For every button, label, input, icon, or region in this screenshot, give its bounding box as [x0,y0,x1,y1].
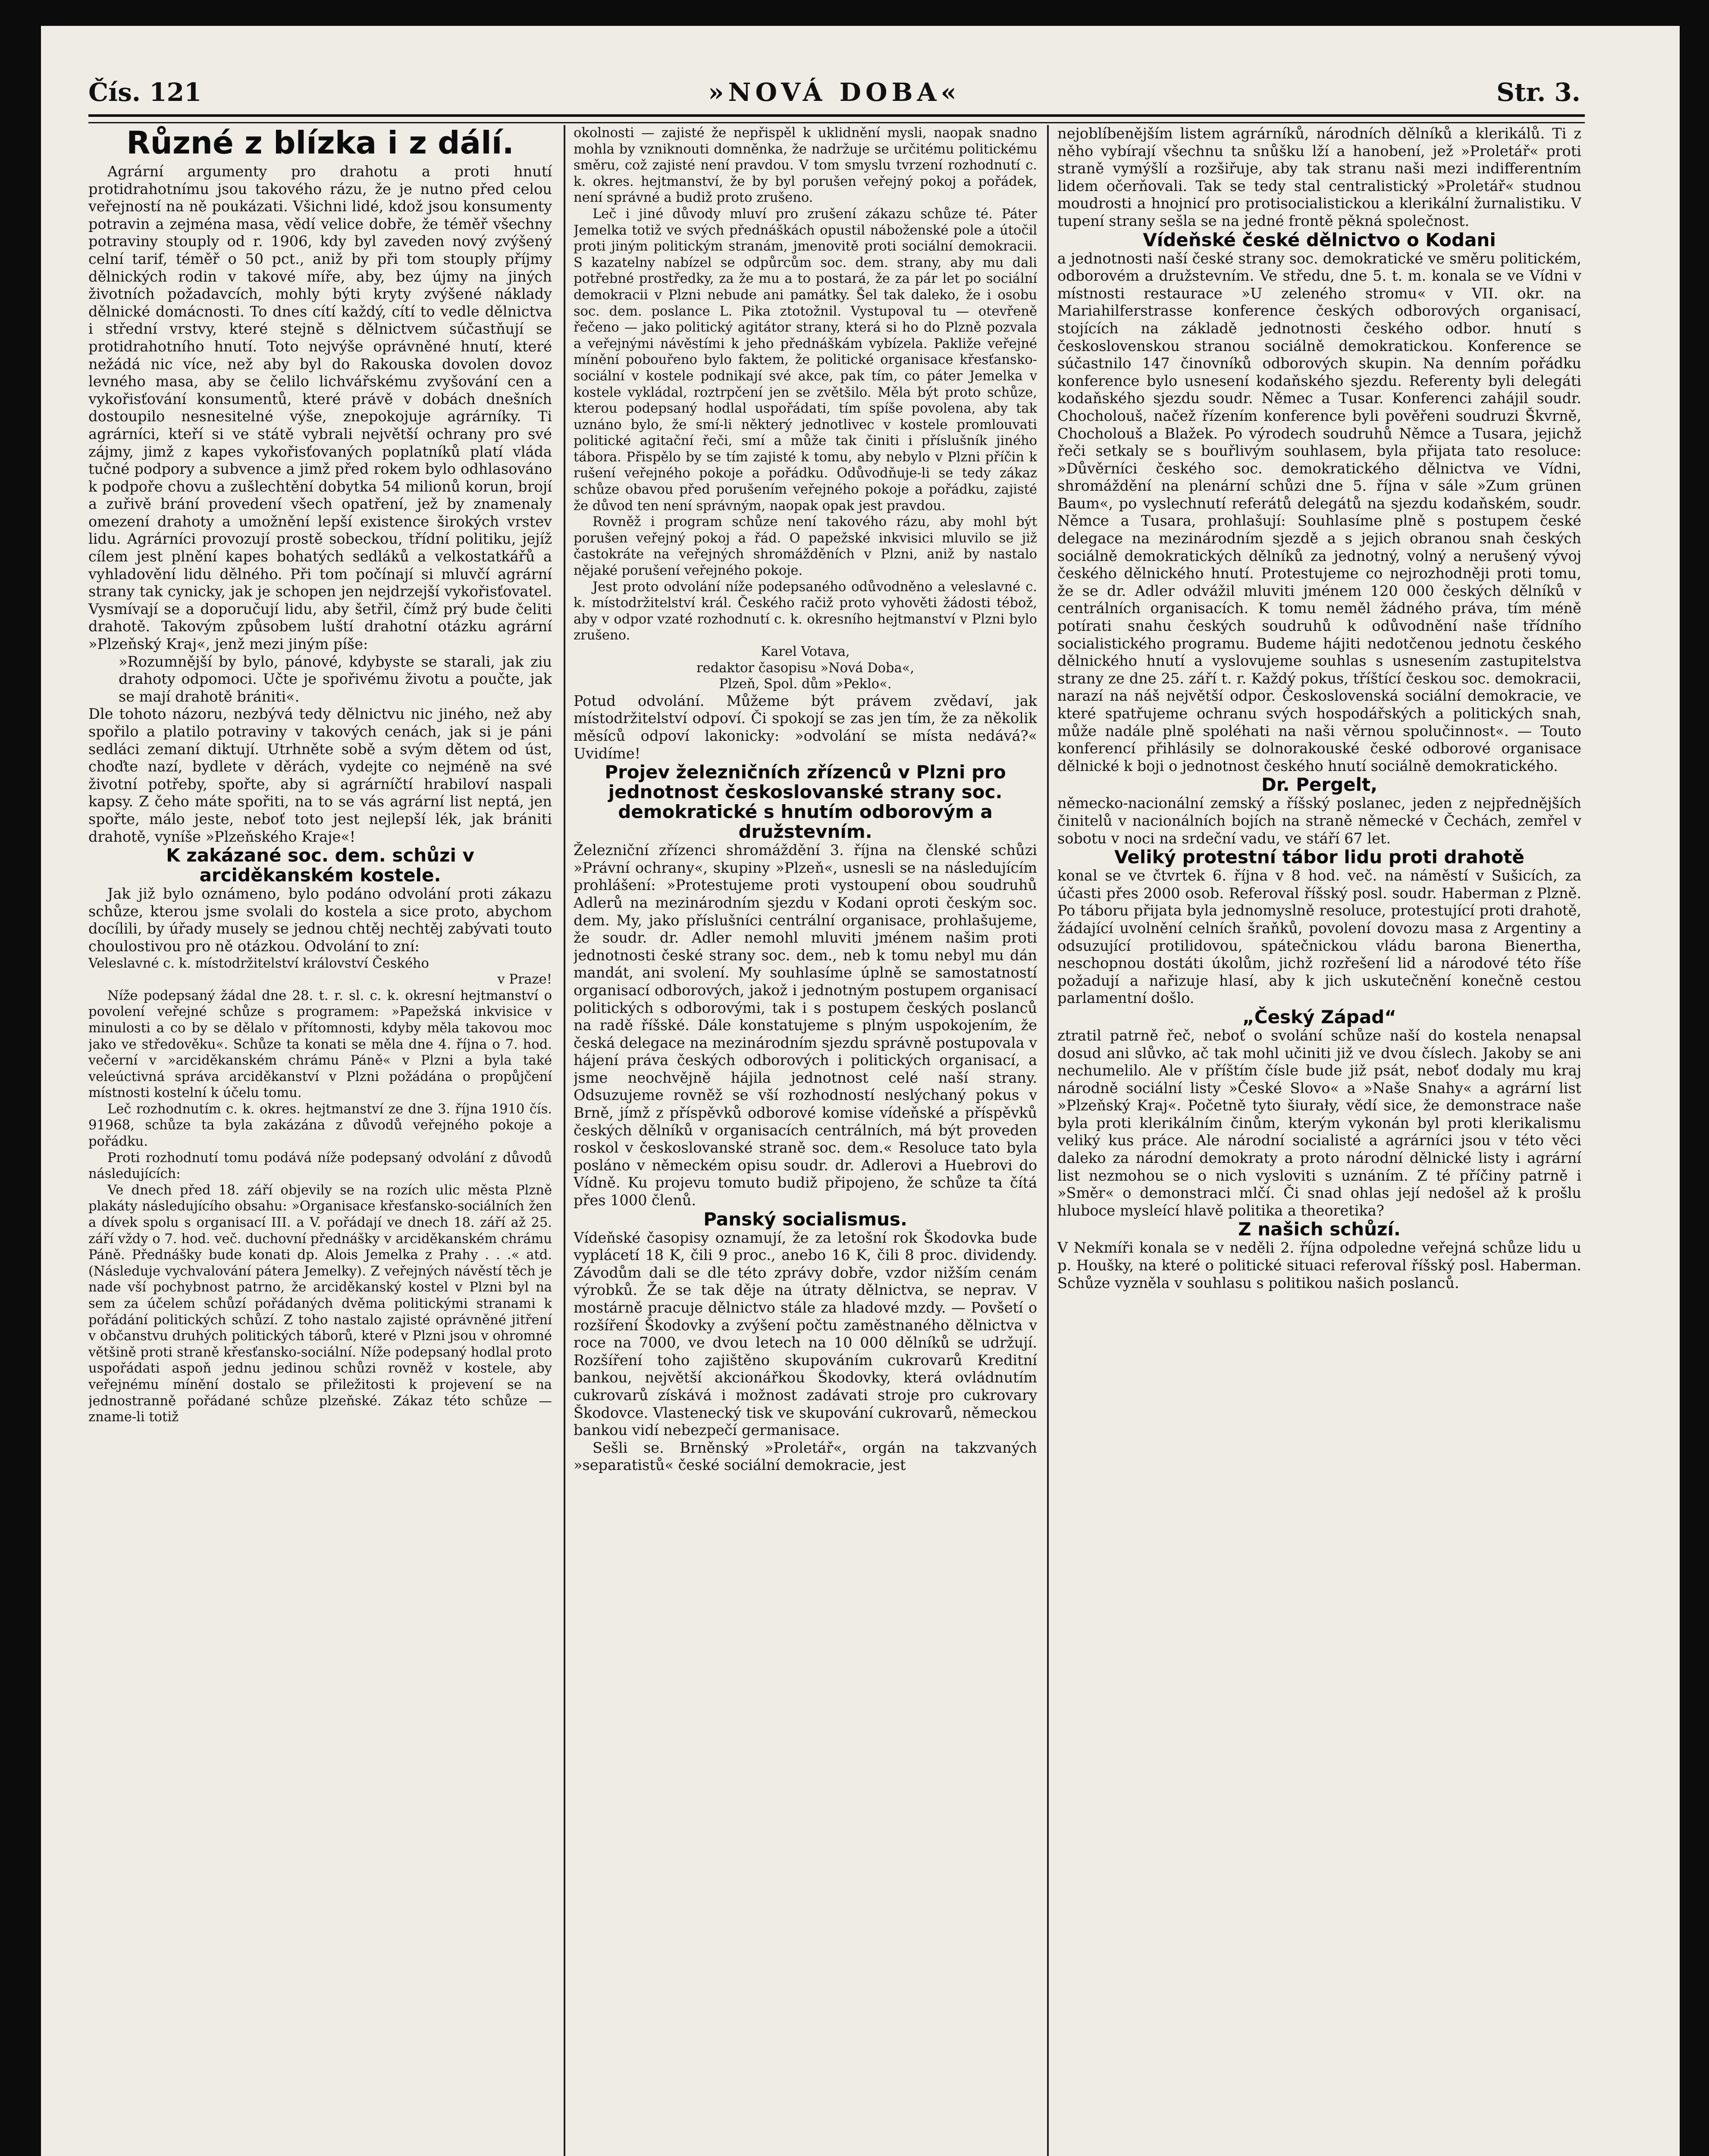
paragraph: Níže podepsaný žádal dne 28. t. r. sl. c. k. okresní hejtmanství o povolení veřejné schůze s programem: »Papežská inkvisice v minulosti a co by se dělalo v přítomnosti, kdyby měla takovou moc jako ve středověku«. Schůze ta konati se měla dne 4. října o 7. hod. večerní v »arciděkanském chrámu Páně« v Plzni a byla také veleúctivná správa arciděkanství v Plzni požádána o propůjčení místnosti kostelní k účelu tomu. [88,988,552,1101]
paragraph: Železniční zřízenci shromáždění 3. října na členské schůzi »Právní ochrany«, skupiny »Plzeň«, usnesli se na následujícím prohlášení: »Protestujeme proti vystoupení obou soudruhů Adlerů na mezinárodním sjezdu v Kodani oproti českým soc. dem. My, jako příslušníci centrální organisace, prohlašujeme, že soudr. dr. Adler nemohl mluviti jménem našim proti jednotnosti české strany soc. dem., neb k tomu nebyl mu dán mandát, ani svolení. My souhlasíme úplně se samostatností organisací odborových, jakož i jednotným postupem organisací politických s odborovými, tak i s postupem českých poslanců na radě říšské. Dále konstatujeme s plným uspokojením, že česká delegace na mezinárodním sjezdu správně postupovala v hájení práva českých odborových i politických organisací, a jsme neochvějně hájila jednotnost celé naší strany. Odsuzujeme rovněž se vší rozhodností neslýchaný pokus v Brně, jímž z příspěvků odborové komise vídeňské a příspěvků českých dělníků v organisacích centrálních, má být proveden roskol v českoslovanské straně soc. dem.« Resoluce tato byla posláno v německém opisu soudr. dr. Adlerovi a Huebrovi do Vídně. Ku projevu tomuto budiž připojeno, že schůze ta čítá přes 1000 členů. [574,842,1037,1209]
column-2 [574,125,1037,2156]
address-line: Veleslavné c. k. místodržitelství království Českého [88,956,429,971]
header-rule [88,114,1585,123]
paragraph: nejoblíbenějším listem agrárníků, národních dělníků a klerikálů. Ti z něho vybírají všechnu ta snůšku lží a hanobení, jež »Proletář« proti straně vymýšlí a rozšiřuje, aby tak stranu naši mezi indifferentním lidem očerňovali. Tak se tedy stal centralistický »Proletář« studnou moudrosti a hnojnicí pro protisocialistickou a klerikální žurnalistiku. V tupení strany sešla se na jedné frontě pěkná společnost. [1057,125,1581,229]
paragraph: německo-nacionální zemský a říšský poslanec, jeden z nejpřednějších činitelů v nacionálních bojích na straně německé v Čechách, zemřel v sobotu v noci na srdeční vadu, ve stáří 67 let. [1057,795,1581,847]
article-headline: Z našich schůzí. [1238,1219,1401,1240]
issue-number: Čís. 121 [88,78,202,107]
column-divider-2 [1047,125,1049,2156]
masthead [88,78,1580,116]
paragraph: Jest proto odvolání níže podepsaného odůvodněno a veleslavné c. k. místodržitelství král. Českého račiž proto vyhověti žádosti tébož, aby v odpor vzaté rozhodnutí c. k. okresního hejtmanství v Plzni bylo zrušeno. [574,579,1037,643]
newspaper-page [41,26,1680,2156]
article-headline: „Český Západ“ [1242,1006,1396,1028]
paragraph: Dle tohoto názoru, nezbývá tedy dělnictvu nic jiného, než aby spořilo a platilo potraviny v takových cenách, jak si je páni sedláci zemaní diktují. Utrhněte sobě a svým dětem od úst, choďte nazí, bydlete v děrách, vydejte co nejméně na své životní potřeby, spořte, aby si agrárníčtí hrabiloví naspali kapsy. Z čeho máte spořiti, na to se vás agrární list neptá, jen spořte, málo jeste, neboť toto jest nejlepší lék, jak brániti drahotě, vyníše »Plzeňského Kraje«! [88,705,552,845]
article-headline: Panský socialismus. [703,1208,907,1230]
paragraph: Rovněž i program schůze není takového rázu, aby mohl být porušen veřejný pokoj a řád. O papežské inkvisici mluvilo se již častokráte na veřejných shromážděních v Plzni, aniž by nastalo nějaké porušení veřejného pokoje. [574,514,1037,579]
article-headline: Dr. Pergelt, [1261,774,1378,796]
signature-address: Plzeň, Spol. dům »Peklo«. [719,677,892,692]
section-title: Různé z blízka i z dálí. [126,125,514,161]
paragraph: V Nekmíři konala se v neděli 2. října odpoledne veřejná schůze lidu u p. Houšky, na které o politické situaci referoval říšský posl. Haberman. Schůze vyzněla v souhlasu s politikou našich poslanců. [1057,1239,1581,1291]
paragraph: Ve dnech před 18. září objevily se na rozích ulic města Plzně plakáty následujícího obsahu: »Organisace křesťansko-sociálních žen a dívek spolu s organisací III. a V. pořádají ve dnech 18. září až 25. září vždy o 7. hod. več. duchovní přednášky v arciděkanském chrámu Páně. Přednášky bude konati dp. Alois Jemelka z Prahy . . .« atd. (Následuje vychvalování pátera Jemelky). Z veřejných návěstí těch je nade vší pochybnost patrno, že arciděkanský kostel v Plzni byl na sem za účelem schůzí pořádaných dvěma politickými stranami k pořádání politických schůzí. Z toho nastalo zajisté oprávněné jitření v občanstvu druhých politických táborů, které v Plzni jsou v ohromné většině proti straně křesťansko-sociální. Níže podepsaný hodlal proto uspořádati aspoň jednu jedinou schůzi rovněž v kostele, aby veřejnému mínění dostalo se přiležitosti k projevení se na jednostranně pořádané schůze plzeňské. Zákaz této schůze — zname-li totiž [88,1182,552,1425]
article-agrarni: Agrární argumenty pro drahotu a proti hnutí protidrahotnímu jsou takového rázu, že je nutno před celou veřejností na ně poukázati. Všichni lidé, kdož jsou konsumenty potravin a zejména masa, vědí velice dobře, že téměř všechny potraviny stouply od r. 1906, kdy byl zaveden nový zvýšený celní tarif, téměř o 50 pct., aniž by při tom stouply příjmy dělnických rodin v takové míře, aby, bez újmy na jiných životních požadavcích, mohly býti kryty zvýšené náklady dělnické domácnosti. To dnes cítí každý, cítí to vedle dělnictva i střední vrstvy, které stejně s dělnictvem súčastňují se protidrahotního hnutí. Toto nejvýše oprávněné hnutí, které nežádá nic více, než aby byl do Rakouska dovolen dovoz levného masa, aby se čelilo lichvářskému zvyšování cen a vykořisťování konsumentů, které právě v dobách dnešních dostoupilo nesnesitelné výše, znepokojuje agrárníky. Ti agrárníci, kteří si ve státě vybrali největší ochrany pro své zájmy, jimž z kapes vykořisťovaných poplatníků platí vláda tučné podpory a subvence a jimž před rokem bylo odhlasováno k podpoře chovu a zušlechtění dobytka 54 milionů korun, brojí a zuřivě brání provedení všech opatření, jež by znamenaly omezení drahoty a umožnění lepší existence širokých vrstev lidu. Agrárníci provozují prostě sobeckou, třídní politiku, jejíž cílem jest plnění kapes bohatých sedláků a velkostatkářů a vyhladovění lidu dělného. Při tom počínají si mluvčí agrární strany tak cynicky, jak je schopen jen nejdrzejší vykořisťovatel. Vysmívají se a doporučují lidu, aby šetřil, čímž prý bude čeliti drahotě. Takovým způsobem luští drahotní otázku agrární »Plzeňský Kraj«, jenž mezi jiným píše: [88,163,552,653]
article-headline: Projev železničních zřízenců v Plzni pro jednotnost českoslovanské strany soc. demokratické s hnutím odborovým a družstevním. [605,761,1006,843]
paragraph: okolnosti — zajisté že nepřispěl k uklidnění mysli, naopak snadno mohla by vzniknouti domněnka, že nadržuje se určitému politickému směru, což zajisté není pravdou. V tom smyslu tvrzení rozhodnutí c. k. okres. hejtmanství, že by byl porušen veřejný pokoj a pořádek, není správné a budiž proto zrušeno. [574,125,1037,206]
column-divider-1 [564,125,565,2156]
paragraph: Potud odvolání. Můžeme být právem zvědaví, jak místodržitelství odpoví. Či spokojí se zas jen tím, že za několik měsíců odpoví lakonicky: »odvolání se místa nedává?« Uvidíme! [574,692,1037,762]
article-headline: K zakázané soc. dem. schůzi v arciděkanském kostele. [166,845,474,886]
paragraph: a jednotnosti naší české strany soc. demokratické ve směru politickém, odborovém a družstevním. Ve středu, dne 5. t. m. konala se ve Vídni v místnosti restaurace »U zeleného stromu« v VII. okr. na Mariahilferstrasse konference českých odborových organisací, stojících na základě jednotnosti českého odbor. hnutí s československou stranou sociálně demokratickou. Konference se súčastnilo 147 činovníků odborových skupin. Na denním pořádku konference bylo usnesení kodaňského sjezdu. Referenty byli delegáti kodaňského sjezdu soudr. Němec a Tusar. Konferenci zahájil soudr. Chocholouš, načež řízením konference byli pověřeni soudruzi Škvrně, Chocholouš a Blažek. Po výrodech soudruhů Němce a Tusara, jejichž řeči setkaly se s bouřlivým souhlasem, byla přijata tato resoluce: »Důvěrníci českého soc. demokratického dělnictva ve Vídni, shromáždění na plenární schůzi dne 5. října v sále »Zum grünen Baum«, po vyslechnutí referátů delegátů na sjezdu kodaňském, soudr. Němce a Tusara, prohlašují: Souhlasíme plně s postupem české delegace na mezinárodním sjezdě a s jejich obranou snah českých sociálně demokratických dělníků za jednotný, volný a nerušený vývoj českého dělnického hnutí. Protestujeme co nejrozhodněji proti tomu, že se dr. Adler odvážil mluviti jménem 120 000 českých dělníků v centrálních organisacích. K tomu neměl žádného práva, tím méně potírati snahu českých soudruhů k odůvodnění naše třídního socialistického programu. Budeme hájiti nedotčenou jednotu českého dělnického hnutí a vyslovujeme souhlas s usnesením zastupitelstva strany ze dne 25. září t. r. Každý pokus, tříštící českou soc. demokracii, narazí na náš největší odpor. Československá sociální demokracie, ve které spatřujeme ochranu svých hospodářských a politických snah, může nadále plně spoléhati na naši věrnou spolučinnost«. — Touto konferencí přihlásily se dolnorakouské české odborové organisace dělnické k boji o jednotnost českého hnutí sociálně demokratického. [1057,250,1581,774]
article-headline: Vídeňské české dělnictvo o Kodani [1143,229,1496,251]
paragraph: konal se ve čtvrtek 6. října v 8 hod. več. na náměstí v Sušicích, za účasti přes 2000 osob. Referoval říšský posl. soudr. Haberman z Plzně. Po táboru přijata byla jednomyslně resoluce, protestující proti drahotě, žádající uvolnění celních šraňků, povolení dovozu masa z Argentiny a odsuzující protilidovou, spátečnickou vládu barona Bienertha, neschopnou dostáti úkolům, jichž rozřešení lid a národové této říše požadují a nařizuje hlasí, aby k jich uskutečnění konečně cestou parlamentní došlo. [1057,867,1581,1007]
address-line: v Praze! [497,972,552,987]
newspaper-title: »NOVÁ DOBA« [708,78,961,107]
paragraph: ztratil patrně řeč, neboť o svolání schůze naší do kostela nenapsal dosud ani slůvko, ač tak mohl učiniti již ve dvou číslech. Jakoby se ani nechumelilo. Ale v příštím čísle bude již psát, neboť dodaly mu kraj národně sociální listy »České Slovo« a »Naše Snahy« a agrární list »Plzeňský Kraj«. Početně tyto šiurały, vědí sice, že demonstrace naše byla proti klerikálním činům, kterým vykonán byl proti klerikalismu veliký kus práce. Ale národní socialisté a agrárníci jsou v této věci daleko za národní demokraty a proto národní dělnické listy i agrární list nezmohou se o nich vysloviti s uznáním. Z té příčiny patrně i »Směr« o demonstraci mlčí. Či snad ohlas její nedošel až k prošlu hluboce mysleící hlavě politika a theoretika? [1057,1027,1581,1219]
signature-title: redaktor časopisu »Nová Doba«, [696,660,914,676]
paragraph: Leč i jiné důvody mluví pro zrušení zákazu schůze té. Páter Jemelka totiž ve svých přednáškách opustil náboženské pole a útočil proti jiným politickým stranám, jmenovitě proti sociální demokracii. S kazatelny nabízel se odpůrcům soc. dem. strany, aby mu dali potřebné prostředky, za že mu a to postará, že za pár let po sociální demokracii v Plzni nebude ani památky. Šel tak daleko, že i osobu soc. dem. poslance L. Pika ztotožnil. Vystupoval tu — otevřeně řečeno — jako politický agitátor strany, která si ho do Plzně pozvala a veřejnými návěstími k jeho přednáškám vybízela. Pakliže veřejné mínění pobouřeno bylo faktem, že politické organisace křesťansko-sociální v kostele podnikají své akce, pak tím, co páter Jemelka v kostele vykládal, roztrpčení jen se zvětšilo. Měla být proto schůze, kterou podepsaný hodlal uspořádati, tím spíše povolena, aby tak uznáno bylo, že smí-li některý jednotlivec v kostele promlouvati politické agitační řeči, smí a může tak činiti i příslušník jiného tábora. Přispělo by se tím zajisté k tomu, aby nebylo v Plzni příčin k rušení veřejného pokoje a pořádku. Odůvodňuje-li se tedy zákaz schůze obavou před porušením veřejného pokoje a pořádku, zajisté že důvod ten není správným, naopak opak jest pravdou. [574,206,1037,514]
signature-name: Karel Votava, [761,644,850,659]
paragraph: Sešli se. Brněnský »Proletář«, orgán na takzvaných »separatistů« české sociální demokracie, jest [574,1439,1037,1474]
column-3 [1057,125,1581,2156]
quotation: »Rozumnější by bylo, pánové, kdybyste se starali, jak ziu drahoty odpomoci. Učte je spořivému životu a poučte, jak se mají drahotě brániti«. [119,653,552,705]
page-number: Str. 3. [1496,78,1580,107]
paragraph: Vídeňské časopisy oznamují, že za letošní rok Škodovka bude vyplácetí 18 K, čili 9 proc., anebo 16 K, čili 8 proc. dividendy. Závodům dali se dle této zprávy dobře, vzdor nižším cenám výrobků. Že se tak děje na útraty dělnictva, se neprav. V mostárně pracuje dělnictvo stále za hladové mzdy. — Povšetí o rozšíření Škodovky a zvýšení počtu zaměstnaného dělnictva v roce na 7000, ve dvou letech na 10 000 dělníků se udržují. Rozšíření toho zajištěno skupováním cukrovarů Kreditní bankou, největší akcionářkou Škodovky, která ovládnutím cukrovarů získává i možnost zadávati stroje pro cukrovary Škodovce. Vlastenecký tisk ve skupování cukrovarů, německou bankou vidí nebezpečí germanisace. [574,1229,1037,1439]
article-headline: Veliký protestní tábor lidu proti drahotě [1114,846,1524,868]
paragraph: Proti rozhodnutí tomu podává níže podepsaný odvolání z důvodů následujících: [88,1150,552,1182]
column-1 [88,125,552,2156]
paragraph: Leč rozhodnutím c. k. okres. hejtmanství ze dne 3. října 1910 čís. 91968, schůze ta byla zakázána z důvodů veřejného pokoje a pořádku. [88,1101,552,1150]
paragraph: Jak již bylo oznámeno, bylo podáno odvolání proti zákazu schůze, kterou jsme svolali do kostela a sice proto, abychom docílili, by úřady musely se jednou chtěj nechtěj zabývati touto choulostivou pro ně otázkou. Odvolání to zní: [88,885,552,955]
